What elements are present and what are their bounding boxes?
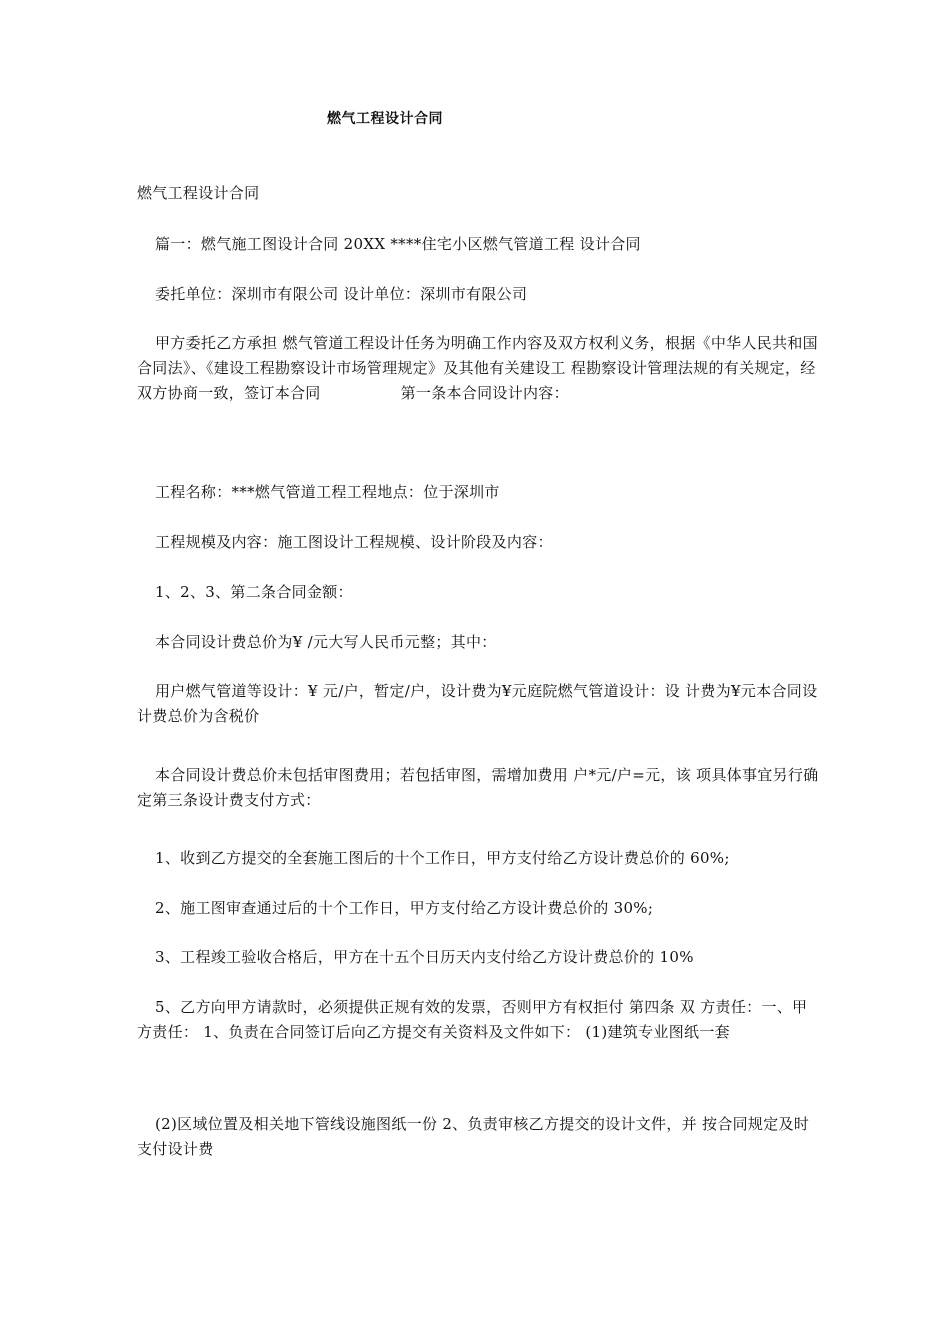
document-title: 燃气工程设计合同	[327, 111, 443, 127]
paragraph-review-fee: 本合同设计费总价未包括审图费用；若包括审图，需增加费用 户*元/户=元，该 项具体事宜另行确定第三条设计费支付方式：	[137, 766, 819, 809]
paragraph-project-name: 工程名称：***燃气管道工程工程地点：位于深圳市	[155, 483, 500, 501]
paragraph-article-four: 5、乙方向甲方请款时，必须提供正规有效的发票，否则甲方有权拒付 第四条 双 方责任：一、甲方责任： 1、负责在合同签订后向乙方提交有关资料及文件如下： (1)建筑专业图纸一套	[137, 998, 808, 1041]
paragraph-payment-3: 3、工程竣工验收合格后，甲方在十五个日历天内支付给乙方设计费总价的 10%	[155, 948, 694, 966]
entrustment-text: 甲方委托乙方承担 燃气管道工程设计任务为明确工作内容及双方权利义务，根据《中华人民共和国合同法》、《建设工程勘察设计市场管理规定》及其他有关建设工 程勘察设计管理法规的有关规定，经双方协商一致，签订本合同	[137, 334, 818, 402]
paragraph-project-scope: 工程规模及内容：施工图设计工程规模、设计阶段及内容：	[155, 533, 553, 551]
paragraph-party-a-duties: (2)区域位置及相关地下管线设施图纸一份 2、负责审核乙方提交的设计文件，并 按合同规定及时支付设计费	[137, 1115, 810, 1158]
paragraph-parties: 委托单位：深圳市有限公司 设计单位：深圳市有限公司	[155, 285, 528, 303]
article-one-text: 第一条本合同设计内容：	[400, 384, 569, 402]
paragraph-payment-2: 2、施工图审查通过后的十个工作日，甲方支付给乙方设计费总价的 30%;	[155, 899, 654, 917]
paragraph-part-one: 篇一：燃气施工图设计合同 20XX ****住宅小区燃气管道工程 设计合同	[155, 235, 641, 253]
paragraph-fee-breakdown: 用户燃气管道等设计：¥ 元/户，暂定/户，设计费为¥元庭院燃气管道设计：设 计费为¥元本合同设计费总价为含税价	[137, 682, 818, 725]
paragraph-payment-1: 1、收到乙方提交的全套施工图后的十个工作日，甲方支付给乙方设计费总价的 60%;	[155, 849, 730, 867]
paragraph-entrustment	[137, 331, 819, 406]
paragraph-total-fee: 本合同设计费总价为¥ /元大写人民币元整；其中：	[155, 633, 497, 651]
paragraph-heading: 燃气工程设计合同	[137, 184, 260, 202]
paragraph-article-two: 1、2、3、第二条合同金额：	[155, 583, 353, 601]
